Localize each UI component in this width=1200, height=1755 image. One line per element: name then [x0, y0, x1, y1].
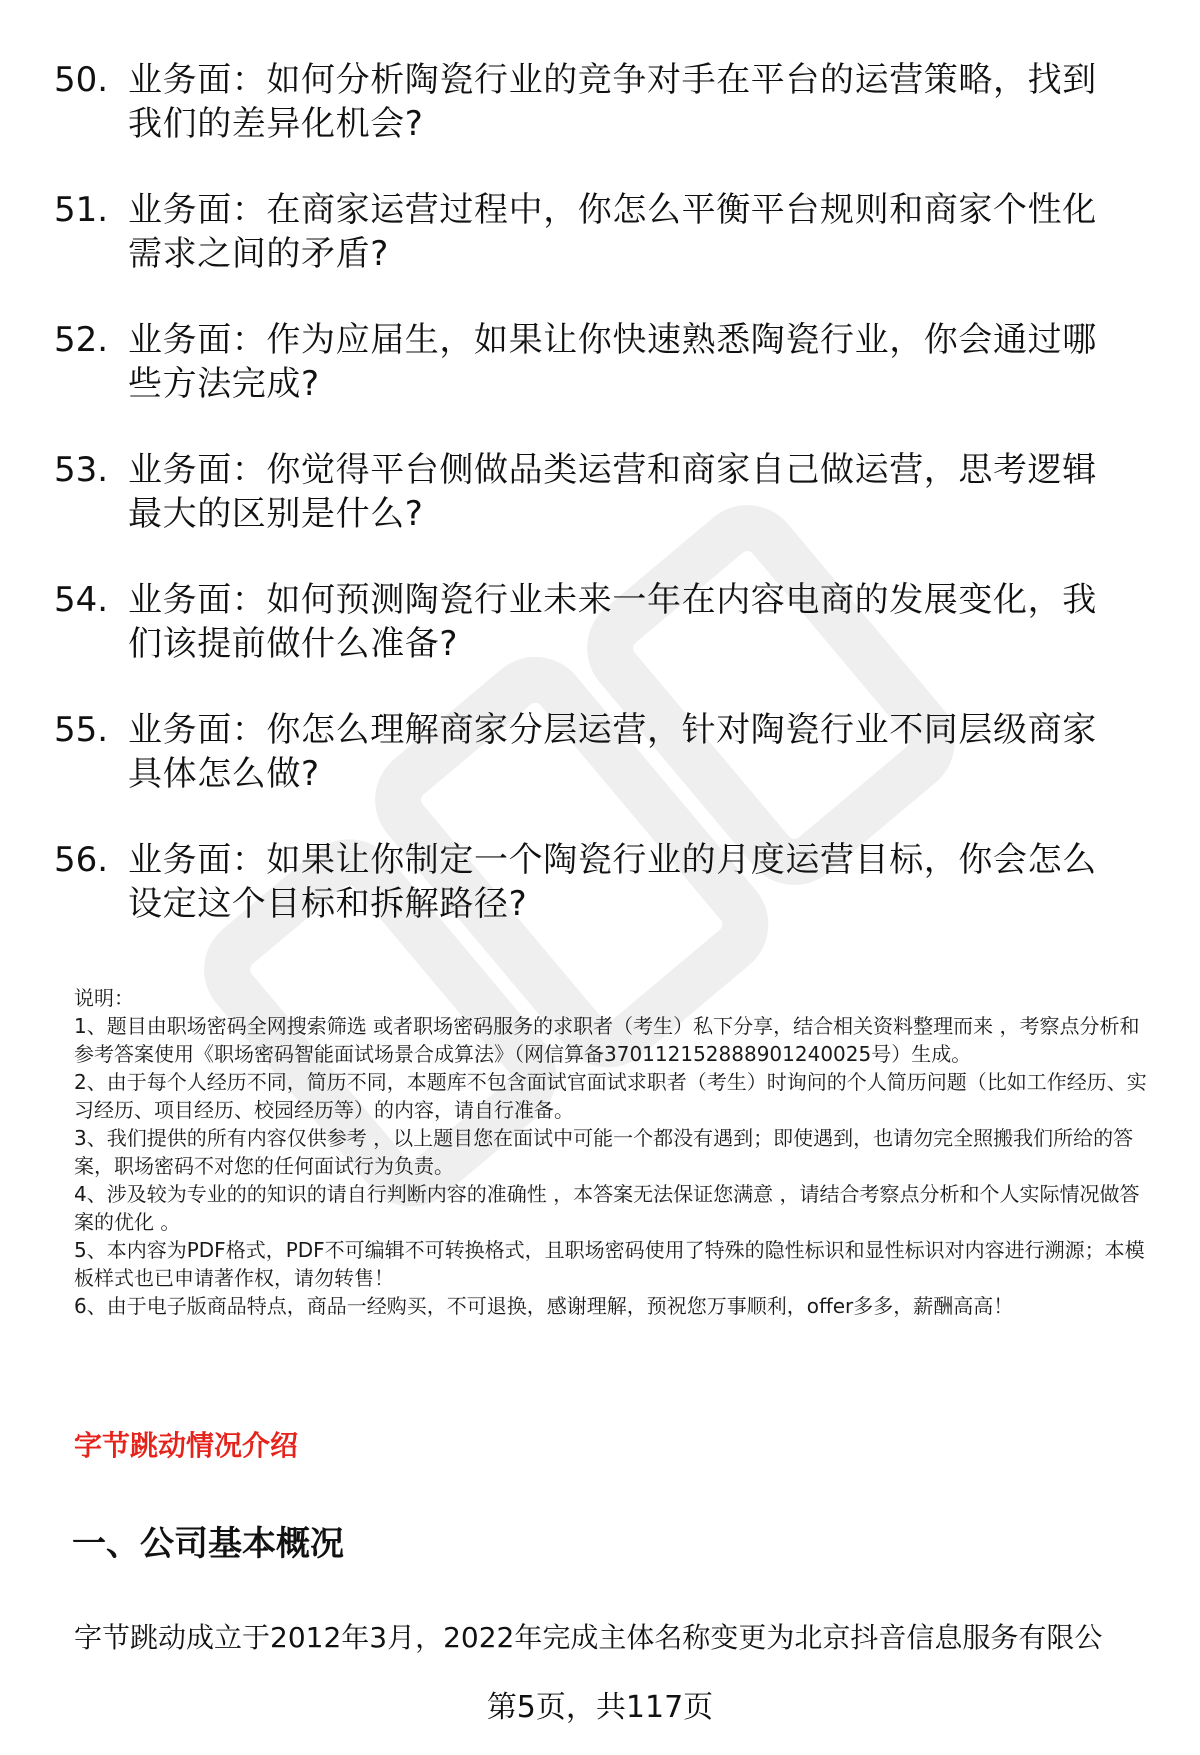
note-item: 2、由于每个人经历不同，简历不同，本题库不包含面试官面试求职者（考生）时询问的个人简历问题（比如工作经历、实习经历、项目经历、校园经历等）的内容，请自行准备。	[74, 1070, 1147, 1122]
note-item: 3、我们提供的所有内容仅供参考 ，以上题目您在面试中可能一个都没有遇到；即使遇到，也请勿完全照搬我们所给的答案，职场密码不对您的任何面试行为负责。	[74, 1126, 1134, 1178]
question-number: 50.	[54, 60, 109, 100]
question-item	[54, 318, 1154, 406]
question-number: 56.	[54, 840, 109, 880]
question-item	[54, 58, 1154, 146]
question-item	[54, 448, 1154, 536]
question-item	[54, 578, 1154, 666]
question-number: 51.	[54, 190, 109, 230]
question-text: 业务面：你觉得平台侧做品类运营和商家自己做运营，思考逻辑最大的区别是什么?	[128, 450, 1097, 534]
notes-title: 说明：	[74, 986, 134, 1010]
question-text: 业务面：作为应届生，如果让你快速熟悉陶瓷行业，你会通过哪些方法完成?	[128, 320, 1097, 404]
question-number: 53.	[54, 450, 109, 490]
question-text: 业务面：在商家运营过程中，你怎么平衡平台规则和商家个性化需求之间的矛盾?	[128, 190, 1097, 274]
question-text: 业务面：如果让你制定一个陶瓷行业的月度运营目标，你会怎么设定这个目标和拆解路径?	[128, 840, 1097, 924]
question-text: 业务面：如何预测陶瓷行业未来一年在内容电商的发展变化，我们该提前做什么准备?	[128, 580, 1097, 664]
question-number: 55.	[54, 710, 109, 750]
question-number: 54.	[54, 580, 109, 620]
section-title: 字节跳动情况介绍	[74, 1429, 299, 1462]
note-item: 5、本内容为PDF格式，PDF不可编辑不可转换格式，且职场密码使用了特殊的隐性标识和显性标识对内容进行溯源；本模板样式也已申请著作权，请勿转售！	[74, 1238, 1145, 1290]
disclaimer-notes	[74, 984, 1158, 1320]
note-item: 4、涉及较为专业的的知识的请自行判断内容的准确性 ，本答案无法保证您满意 ，请结合考察点分析和个人实际情况做答案的优化 。	[74, 1182, 1140, 1234]
section-heading: 一、公司基本概况	[72, 1524, 344, 1564]
question-item	[54, 188, 1154, 276]
question-text: 业务面：如何分析陶瓷行业的竞争对手在平台的运营策略，找到我们的差异化机会?	[128, 60, 1097, 144]
note-item: 6、由于电子版商品特点，商品一经购买，不可退换，感谢理解，预祝您万事顺利，offer多多，薪酬高高！	[74, 1294, 1014, 1318]
question-item	[54, 838, 1154, 926]
question-list	[54, 58, 1154, 968]
body-paragraph: 字节跳动成立于2012年3月，2022年完成主体名称变更为北京抖音信息服务有限公	[74, 1621, 1103, 1654]
question-text: 业务面：你怎么理解商家分层运营，针对陶瓷行业不同层级商家具体怎么做?	[128, 710, 1097, 794]
note-item: 1、题目由职场密码全网搜索筛选 或者职场密码服务的求职者（考生）私下分享，结合相关资料整理而来 ，考察点分析和参考答案使用《职场密码智能面试场景合成算法》（网信算备370112152888901240025号）生成。	[74, 1014, 1140, 1066]
page-footer: 第5页，共117页	[486, 1690, 714, 1725]
question-number: 52.	[54, 320, 109, 360]
question-item	[54, 708, 1154, 796]
